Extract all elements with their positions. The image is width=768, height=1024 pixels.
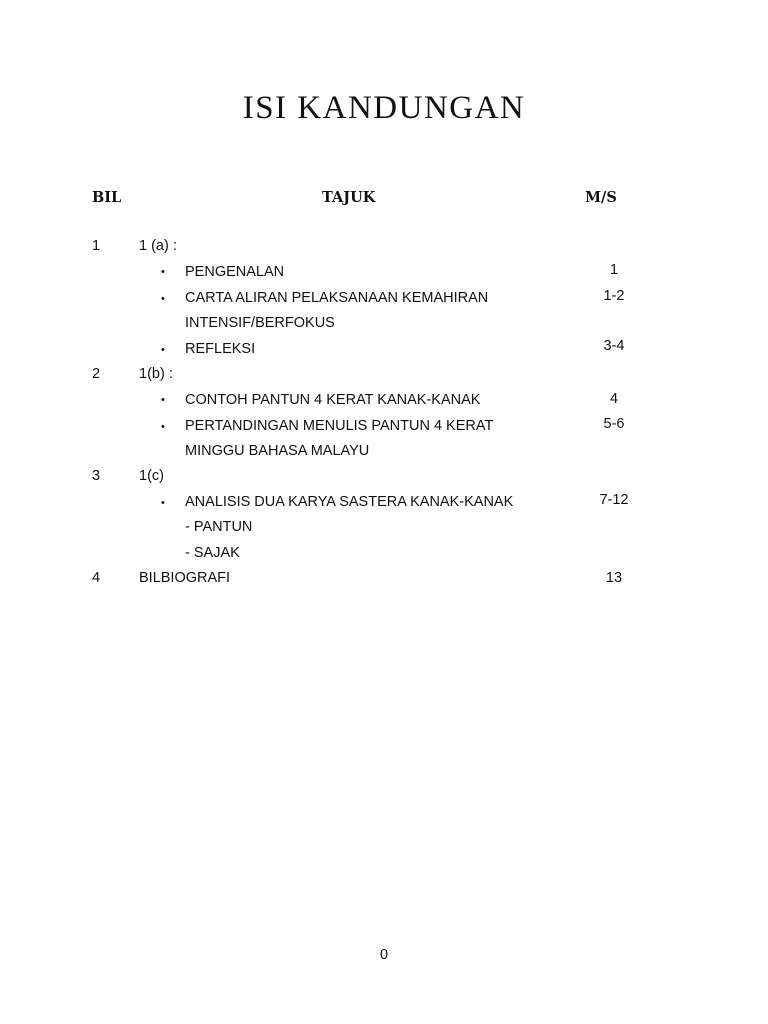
toc-item: ANALISIS DUA KARYA SASTERA KANAK-KANAK — [185, 494, 514, 510]
toc-item-subitem: - SAJAK — [185, 545, 240, 561]
toc-item: REFLEKSI — [185, 341, 256, 357]
toc-item: PERTANDINGAN MENULIS PANTUN 4 KERAT — [185, 418, 494, 434]
bullet-icon: • — [161, 421, 165, 433]
toc-page-number: 7-12 — [599, 492, 629, 508]
bullet-icon: • — [161, 266, 165, 278]
page-title: ISI KANDUNGAN — [242, 90, 526, 126]
toc-item: PENGENALAN — [185, 264, 285, 280]
bullet-icon: • — [161, 394, 165, 406]
toc-page-number: 3-4 — [603, 338, 625, 354]
toc-page-number: 5-6 — [603, 416, 625, 432]
section-label: 1(b) : — [139, 366, 173, 382]
section-label: BILBIOGRAFI — [139, 570, 231, 586]
row-number: 1 — [92, 238, 101, 254]
toc-page-number: 1 — [609, 262, 619, 278]
footer-page-number: 0 — [379, 947, 389, 963]
toc-item-continuation: INTENSIF/BERFOKUS — [185, 315, 335, 331]
section-label: 1 (a) : — [139, 238, 177, 254]
bullet-icon: • — [161, 293, 165, 305]
row-number: 3 — [92, 468, 101, 484]
column-header-tajuk: TAJUK — [322, 189, 376, 206]
bullet-icon: • — [161, 497, 165, 509]
toc-page-number: 13 — [605, 570, 623, 586]
toc-page-number: 4 — [609, 391, 619, 407]
column-header-bil: BIL — [92, 189, 122, 206]
row-number: 2 — [92, 366, 101, 382]
toc-item: CONTOH PANTUN 4 KERAT KANAK-KANAK — [185, 392, 481, 408]
bullet-icon: • — [161, 344, 165, 356]
column-header-ms: M/S — [585, 189, 617, 206]
toc-item-subitem: - PANTUN — [185, 519, 253, 535]
toc-item: CARTA ALIRAN PELAKSANAAN KEMAHIRAN — [185, 290, 489, 306]
section-label: 1(c) — [139, 468, 164, 484]
toc-page-number: 1-2 — [603, 288, 625, 304]
toc-item-continuation: MINGGU BAHASA MALAYU — [185, 443, 370, 459]
row-number: 4 — [92, 570, 101, 586]
